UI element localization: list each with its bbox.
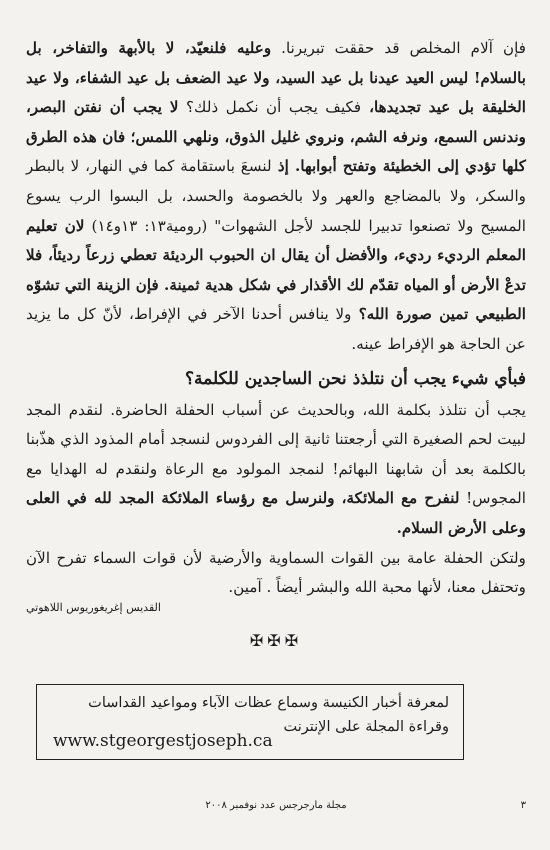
section-heading: فبأي شيء يجب أن نتلذذ نحن الساجدين للكلمة؟ <box>185 368 526 389</box>
text-run: فكيف يجب أن نكمل ذلك؟ <box>178 98 362 117</box>
author-signature: القديس إغريغوريوس اللاهوتي <box>26 600 161 614</box>
footer-text: مجلة مارجرجس عدد نوفمبر ٢٠٠٨ <box>205 800 347 811</box>
text-run: يجب أن نتلذذ بكلمة الله، وبالحديث عن أسباب الحفلة الحاضرة. لنقدم المجد لبيت لحم الصغيرة التي أرجعتنا ثانية إلى الفردوس لنسجد أمام المذود الذي هذّبنا بالكلمة بعد أن شابهنا البهائم! لنمجد المولود مع الرعاة ولنقدم له الهدايا مع المجوس! <box>26 400 526 508</box>
paragraph-2 <box>26 396 526 544</box>
text-run: ولا ينافس أحدنا الآخر في الإفراط، لأنّ كل ما يزيد عن الحاجة هو الإفراط عينه. <box>26 305 526 353</box>
text-run-bold: لان تعليم المعلم الرديء رديء، والأفضل أن يقال ان الحبوب الرديئة تعطي زرعاً رديئاً، فلا تدعْ الأرض أو المياه تقدّم لك الأقذار في شكل هدية ثمينة. فإن الزينة التي تشوّه الطبيعي تمين صورة الله؟ <box>26 216 527 324</box>
text-run: فإن آلام المخلص قد حققت تبريرنا. <box>271 39 526 57</box>
website-link[interactable]: www.stgeorgestjoseph.ca <box>53 731 273 751</box>
text-run: ولتكن الحفلة عامة بين القوات السماوية والأرضية لأن قوات السماء تفرح الآن وتحتفل معنا، لأنها محبة الله والبشر أيضاً . آمين. <box>26 548 526 597</box>
page-number: ٣ <box>520 800 526 811</box>
info-box <box>36 684 464 760</box>
page-footer <box>26 800 526 811</box>
text-run-bold: لا يجب أن نفتن البصر، وندنس السمع، ونرفه الشم، ونروي غليل الذوق، ونلهي اللمس؛ فان هذه الطرق كلها تؤدي إلى الخطيئة وتفتح أبوابها. إذ <box>26 98 526 176</box>
info-line-2: وقراءة المجلة على الإنترنت <box>283 719 449 735</box>
text-run: لنسعَ باستقامة كما في النهار، لا بالبطر والسكر، ولا بالمضاجع والعهر ولا بالخصومة والحسد، بل البسوا الرب يسوع المسيح ولا تصنعوا تدبيرا للجسد لأجل الشهوات" (رومية١٣: ١٣و١٤) <box>26 157 526 235</box>
info-line-1: لمعرفة أخبار الكنيسة وسماع عظات الآباء ومواعيد القداسات <box>88 695 449 711</box>
paragraph-1 <box>26 34 526 360</box>
text-run-bold: لنفرح مع الملائكة، ولنرسل مع رؤساء الملائكة المجد لله في العلى وعلى الأرض السلام. <box>26 489 526 537</box>
text-run-bold: وعليه فلنعيّد، لا بالأبهة والتفاخر، بل بالسلام! ليس العيد عيدنا بل عيد السيد، ولا عيد الضعف بل عيد الشفاء، ولا عيد الخليقة بل عيد تجديدها، <box>26 39 526 117</box>
paragraph-3 <box>26 544 526 603</box>
crosses-ornament: ✠✠✠ <box>249 630 303 650</box>
